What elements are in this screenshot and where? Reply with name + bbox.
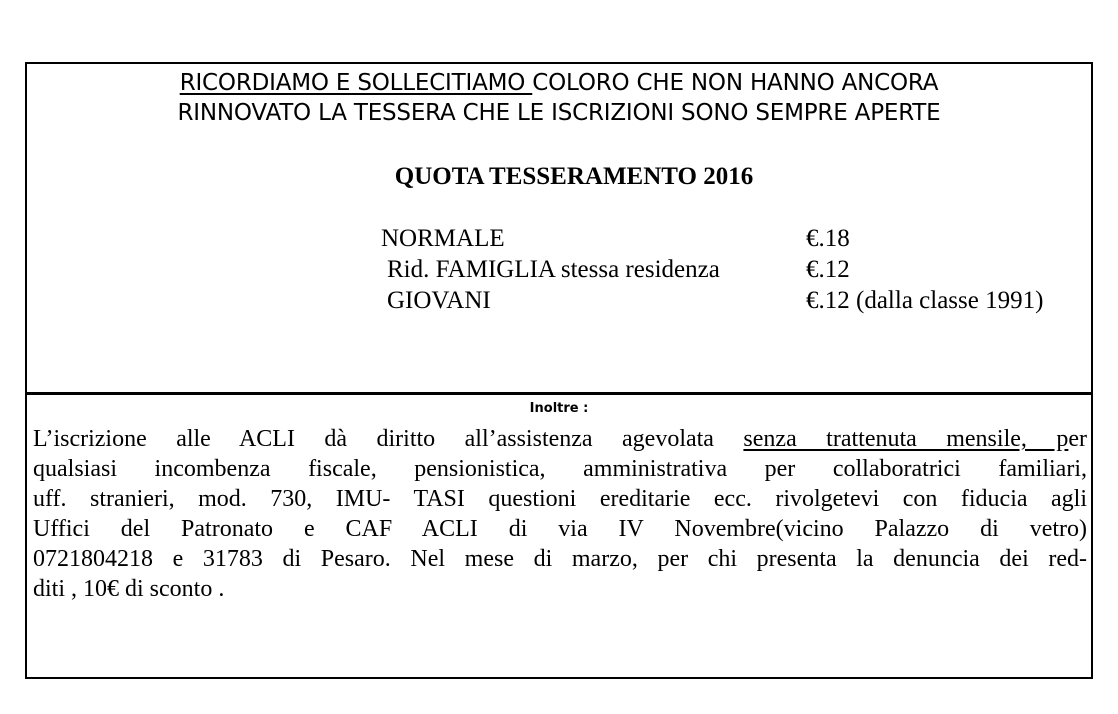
fee-amount: €.12 [806,256,850,283]
fee-label: GIOVANI [387,287,491,314]
paragraph-line: qualsiasi incombenza fiscale, pensionistica, amministrativa per collaboratrici familiari, [33,456,1087,482]
paragraph-line: 0721804218 e 31783 di Pesaro. Nel mese di marzo, per chi presenta la denuncia dei red- [33,546,1087,572]
reminder-headline [27,68,1091,128]
quota-title: QUOTA TESSERAMENTO 2016 [394,163,754,190]
paragraph-line: diti , 10€ di sconto . [33,576,225,602]
fee-label: NORMALE [381,225,505,252]
paragraph-line: Uffici del Patronato e CAF ACLI di via IV Novembre(vicino Palazzo di vetro) [33,516,1087,542]
headline-line-1 [27,68,1091,98]
section-divider [27,392,1091,395]
acli-info-paragraph [33,424,1087,604]
paragraph-line: uff. stranieri, mod. 730, IMU- TASI questioni ereditarie ecc. rivolgetevi con fiducia agli [33,486,1087,512]
inoltre-heading: Inoltre : [529,401,589,416]
fee-amount: €.12 (dalla classe 1991) [806,287,1044,314]
paragraph-line [33,424,1087,454]
line1-underlined: senza trattenuta mensile, p [743,426,1069,452]
headline-underlined-text: RICORDIAMO E SOLLECITIAMO [179,70,533,96]
headline-rest-text: COLORO CHE NON HANNO ANCORA [532,70,939,96]
fee-label: Rid. FAMIGLIA stessa residenza [387,256,720,283]
membership-section [27,64,1091,392]
line1-end: er [1068,426,1087,452]
headline-line-2: RINNOVATO LA TESSERA CHE LE ISCRIZIONI SONO SEMPRE APERTE [177,100,941,126]
fee-amount: €.18 [806,225,850,252]
line1-start: L’iscrizione alle ACLI dà diritto all’assistenza agevolata [33,426,744,452]
notice-frame [25,62,1093,679]
